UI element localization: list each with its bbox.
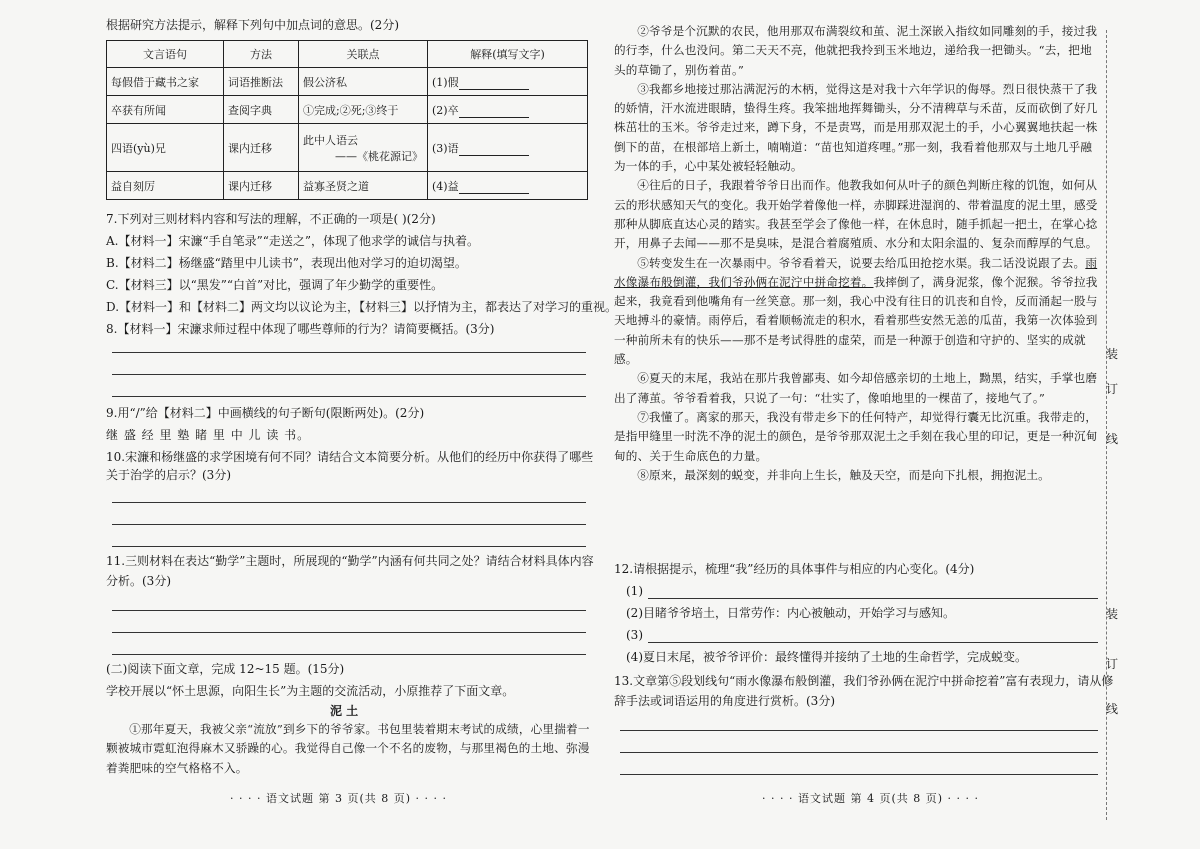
q6-table: [106, 40, 588, 200]
page-footer-right: · · · · 语文试题 第 4 页(共 8 页) · · · ·: [762, 792, 980, 805]
table-cell-sentence: 四语(yù)兄: [107, 124, 224, 172]
binding-char: 订: [1106, 657, 1119, 671]
q12-answer-line[interactable]: [648, 642, 1098, 643]
section-2-intro: 学校开展以“怀土思源，向阳生长”为主题的交流活动，小原推荐了下面文章。: [106, 684, 515, 698]
table-cell-method: 词语推断法: [224, 68, 299, 96]
table-cell-sentence: 每假借于藏书之家: [107, 68, 224, 96]
q11-prompt-line2: 分析。(3分): [106, 574, 171, 588]
paragraph-5-lead: ⑤转变发生在一次暴雨中。爷爷看着天，说要去给瓜田抢挖水渠。我二话没说跟了去。: [637, 255, 1086, 270]
answer-label: (4)益: [432, 179, 459, 193]
essay-paragraph-8: ⑧原来，最深刻的蜕变，并非向上生长，触及天空，而是向下扎根，拥抱泥土。: [637, 467, 1050, 482]
table-header: 文言语句: [107, 41, 224, 68]
table-cell-method: 查阅字典: [224, 96, 299, 124]
q10-answer-line[interactable]: [112, 546, 586, 547]
q7-option-d: D.【材料一】和【材料二】两文均以议论为主，【材料三】以抒情为主，都表达了对学习的重视。: [106, 300, 618, 314]
answer-blank[interactable]: [459, 181, 529, 194]
q13-prompt-line1: 13.文章第⑤段划线句“雨水像瀑布般倒灌，我们爷孙俩在泥泞中拼命挖着”富有表现力，请从修: [614, 674, 1114, 688]
table-header: 解释(填写文字): [428, 41, 588, 68]
q10-answer-line[interactable]: [112, 502, 586, 503]
table-cell-link: ①完成;②死;③终于: [299, 96, 428, 124]
binding-char: 线: [1106, 702, 1119, 716]
q7-option-a: A.【材料一】宋濂“手自笔录”“走送之”，体现了他求学的诚信与执着。: [106, 234, 480, 248]
table-row: [107, 68, 588, 96]
essay-paragraph-3: ③我都乡地接过那沾满泥污的木柄，觉得这是对我十六年学识的侮辱。烈日很快蒸干了我的娇情，汗水流进眼睛，蛰得生疼。我笨拙地挥舞锄头，分不清稗草与禾苗，反而砍倒了好几株茁壮的玉米。爷爷走过来，蹲下身，不是责骂，而是用那双泥土的手，小心翼翼地扶起一株倒下的苗，在根部培上新土，喃喃道：“苗也知道疼哩。”那一刻，我看着他那双与土地几乎融为一体的手，心中某处被轻轻触动。: [614, 81, 1098, 174]
q11-answer-line[interactable]: [112, 610, 586, 611]
table-header-row: [107, 41, 588, 68]
q12-item-label: (1): [626, 584, 643, 598]
q8-answer-line[interactable]: [112, 352, 586, 353]
binding-char: 装: [1106, 607, 1119, 621]
essay-paragraph-7: ⑦我懂了。离家的那天，我没有带走乡下的任何特产，却觉得行囊无比沉重。我带走的，是指甲缝里一时洗不净的泥土的颜色，是爷爷那双泥土之手刻在我心里的印记，更是一种沉甸甸的、关于生命底色的力量。: [614, 409, 1098, 463]
table-cell-sentence: 益自刻厉: [107, 172, 224, 200]
right-page: [612, 0, 1114, 849]
table-row: [107, 172, 588, 200]
essay-paragraph-5: [614, 254, 1102, 370]
table-header: 方法: [224, 41, 299, 68]
q8-answer-line[interactable]: [112, 374, 586, 375]
q8-prompt: 8.【材料一】宋濂求师过程中体现了哪些尊师的行为？请简要概括。(3分): [106, 322, 495, 336]
table-cell-link: [299, 124, 428, 172]
answer-blank[interactable]: [459, 105, 529, 118]
table-row: [107, 96, 588, 124]
q7-option-c: C.【材料三】以“黑发”“白首”对比，强调了年少勤学的重要性。: [106, 278, 444, 292]
answer-blank[interactable]: [459, 143, 529, 156]
table-cell-link: 假公济私: [299, 68, 428, 96]
q12-item-3: [626, 626, 643, 644]
q11-answer-line[interactable]: [112, 654, 586, 655]
paragraph-5-rest: 我摔倒了，满身泥浆，像个泥猴。爷爷拉我起来，我竟看到他嘴角有一丝笑意。那一刻，我心中没有往日的讥丧和自怜，反而涌起一股与天地搏斗的豪情。雨停后，看着顺畅流走的积水，看着那些安然无恙的瓜苗，我第一次体验到一种前所未有的快乐——那不是考试得胜的虚荣，而是一种源于创造和守护的、坚实的成就感。: [614, 274, 1098, 367]
paragraph-5-underlined-sentence: 雨水像瀑布般倒灌，我们爷孙俩在泥泞中拼命挖着。: [614, 255, 1098, 289]
q12-item-4: (4)夏日末尾，被爷爷评价：最终懂得并接纳了土地的生命哲学，完成蜕变。: [626, 650, 1028, 664]
q13-answer-line[interactable]: [620, 774, 1098, 775]
q13-prompt-line2: 辞手法或词语运用的角度进行赏析。(3分): [614, 694, 835, 708]
essay-paragraph-4: ④往后的日子，我跟着爷爷日出而作。他教我如何从叶子的颜色判断庄稼的饥饱，如何从云的形状感知天气的变化。我开始学着像他一样，赤脚踩进湿润的、带着温度的泥土里，感受那种从脚底直达心灵的踏实。我甚至学会了像他一样，在休息时，随手抓起一把土，在掌心捻开，用鼻子去闻——那不是臭味，是混合着腐殖质、水分和太阳余温的、复杂而醇厚的气息。: [614, 178, 1098, 251]
q12-answer-line[interactable]: [648, 598, 1098, 599]
q13-answer-line[interactable]: [620, 752, 1098, 753]
table-cell-method: 课内迁移: [224, 124, 299, 172]
answer-label: (2)卒: [432, 103, 459, 117]
q13-answer-line[interactable]: [620, 730, 1098, 731]
table-cell-method: 课内迁移: [224, 172, 299, 200]
table-cell-answer: [428, 96, 588, 124]
essay-paragraph-1: ①那年夏天，我被父亲“流放”到乡下的爷爷家。书包里装着期末考试的成绩，心里揣着一颗被城市霓虹泡得麻木又骄躁的心。我觉得自己像一个不名的废物，与那里褐色的土地、弥漫着粪肥味的空气格格不入。: [106, 722, 590, 775]
table-cell-answer: [428, 172, 588, 200]
q12-item-1: [626, 582, 643, 600]
q11-prompt-line1: 11.三则材料在表达“勤学”主题时，所展现的“勤学”内涵有何共同之处？请结合材料具体内容: [106, 554, 594, 568]
essay-title: 泥 土: [330, 704, 359, 718]
link-text: 此中人语云: [303, 133, 358, 147]
table-row: [107, 124, 588, 172]
q9-prompt: 9.用“/”给【材料二】中画横线的句子断句(限断两处)。(2分): [106, 406, 425, 420]
q12-item-2: (2)目睹爷爷培土，日常劳作：内心被触动，开始学习与感知。: [626, 606, 956, 620]
table-header: 关联点: [299, 41, 428, 68]
q12-item-label: (3): [626, 628, 643, 642]
binding-char: 装: [1106, 347, 1119, 361]
left-page: [100, 0, 618, 849]
q7-option-b: B.【材料二】杨继盛“踏里中儿读书”，表现出他对学习的迫切渴望。: [106, 256, 467, 270]
essay-part-right: [614, 22, 1102, 485]
table-cell-answer: [428, 68, 588, 96]
q12-prompt: 12.请根据提示，梳理“我”经历的具体事件与相应的内心变化。(4分): [614, 562, 975, 576]
q7-prompt: 7.下列对三则材料内容和写法的理解，不正确的一项是( )(2分): [106, 212, 436, 226]
section-2-heading: (二)阅读下面文章，完成 12~15 题。(15分): [106, 662, 345, 676]
binding-char: 线: [1106, 432, 1119, 446]
q9-sentence[interactable]: 继 盛 经 里 塾 睹 里 中 儿 读 书。: [106, 428, 311, 442]
q6-prompt: 根据研究方法提示，解释下列句中加点词的意思。(2分): [106, 18, 400, 32]
q10-prompt-line2: 关于治学的启示？(3分): [106, 468, 231, 482]
answer-blank[interactable]: [459, 77, 529, 90]
q10-answer-line[interactable]: [112, 524, 586, 525]
table-cell-sentence: 卒获有所闻: [107, 96, 224, 124]
table-cell-answer: [428, 124, 588, 172]
page-footer-left: · · · · 语文试题 第 3 页(共 8 页) · · · ·: [230, 792, 448, 805]
answer-label: (1)假: [432, 75, 459, 89]
answer-label: (3)语: [432, 141, 459, 155]
q8-answer-line[interactable]: [112, 396, 586, 397]
table-cell-link: 益寡圣贤之道: [299, 172, 428, 200]
essay-part-left: [106, 720, 590, 778]
binding-char: 订: [1106, 382, 1119, 396]
essay-paragraph-2: ②爷爷是个沉默的农民，他用那双布满裂纹和茧、泥土深嵌入指纹如同雕刻的手，接过我的行李，什么也没问。第二天天不亮，他就把我拎到玉米地边，递给我一把锄头。“去，把地头的草锄了，别伤着苗。”: [614, 24, 1098, 77]
q10-prompt-line1: 10.宋濂和杨继盛的求学困境有何不同？请结合文本简要分析。从他们的经历中你获得了哪些: [106, 450, 594, 464]
link-source: ——《桃花源记》: [335, 149, 423, 163]
q11-answer-line[interactable]: [112, 632, 586, 633]
essay-paragraph-6: ⑥夏天的末尾，我站在那片我曾鄙夷、如今却倍感亲切的土地上，黝黑，结实，手掌也磨出了薄茧。爷爷看着我，只说了一句：“壮实了，像咱地里的一棵苗了，接地气了。”: [614, 371, 1098, 405]
